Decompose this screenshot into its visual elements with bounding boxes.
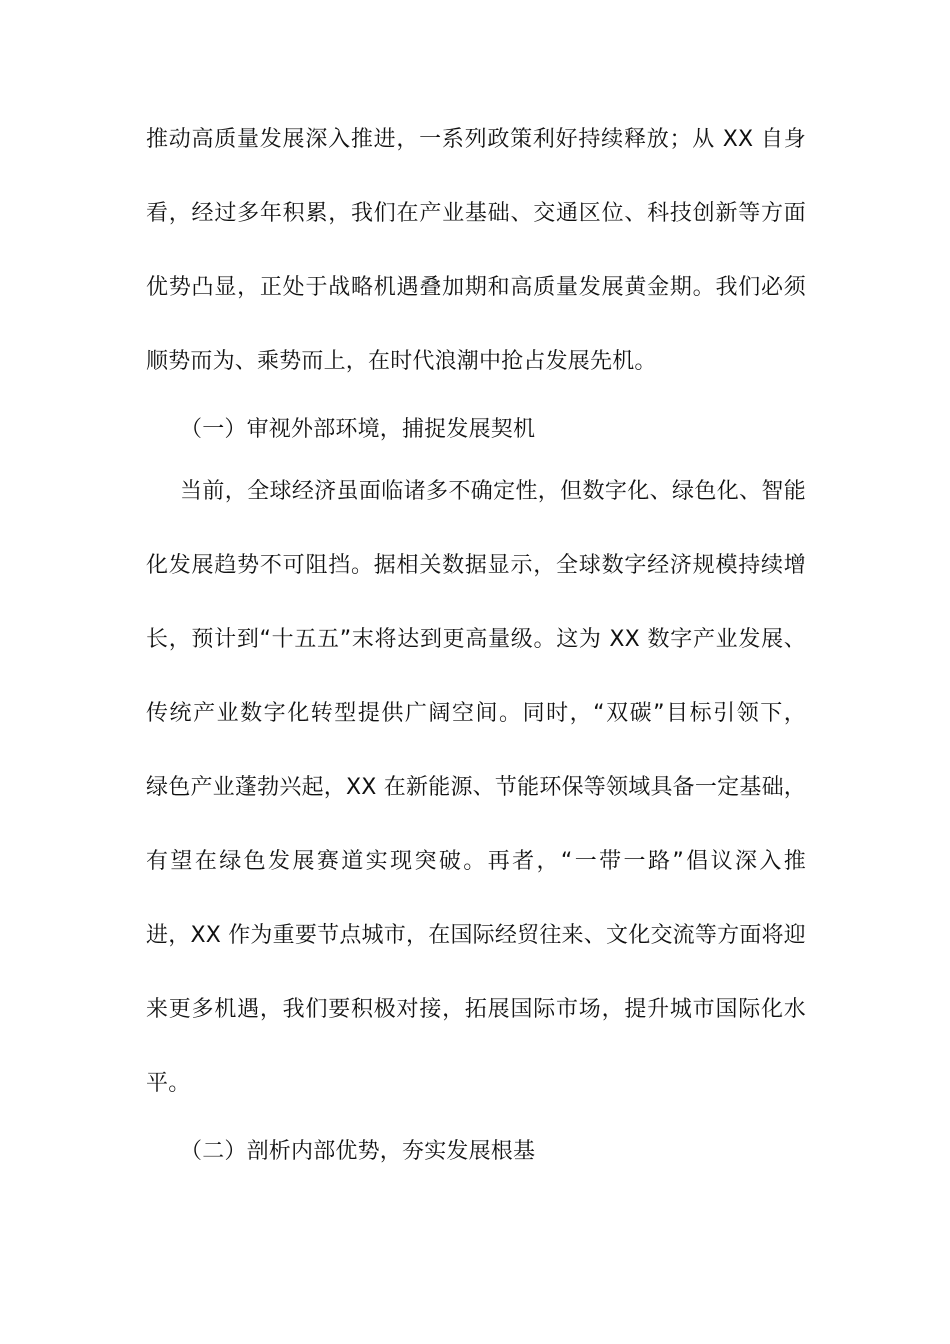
section-heading-1: （一）审视外部环境，捕捉发展契机 xyxy=(180,417,536,442)
paragraph-line-8: 传统产业数字化转型提供广阔空间。同时，“双碳”目标引领下， xyxy=(146,701,806,726)
paragraph-line-12: 来更多机遇，我们要积极对接，拓展国际市场，提升城市国际化水 xyxy=(146,997,806,1022)
paragraph-line-7: 长，预计到“十五五”末将达到更高量级。这为 XX 数字产业发展、 xyxy=(146,627,806,652)
section-heading-2: （二）剖析内部优势，夯实发展根基 xyxy=(180,1139,536,1164)
paragraph-line-5: 当前，全球经济虽面临诸多不确定性，但数字化、绿色化、智能 xyxy=(180,479,806,504)
paragraph-line-9: 绿色产业蓬勃兴起，XX 在新能源、节能环保等领域具备一定基础， xyxy=(146,775,806,800)
paragraph-line-4: 顺势而为、乘势而上，在时代浪潮中抢占发展先机。 xyxy=(146,349,657,374)
paragraph-line-1: 推动高质量发展深入推进，一系列政策利好持续释放；从 XX 自身 xyxy=(146,127,806,152)
paragraph-line-6: 化发展趋势不可阻挡。据相关数据显示，全球数字经济规模持续增 xyxy=(146,553,806,578)
paragraph-line-13: 平。 xyxy=(146,1071,191,1096)
paragraph-line-11: 进，XX 作为重要节点城市，在国际经贸往来、文化交流等方面将迎 xyxy=(146,923,806,948)
paragraph-line-3: 优势凸显，正处于战略机遇叠加期和高质量发展黄金期。我们必须 xyxy=(146,275,806,300)
paragraph-line-10: 有望在绿色发展赛道实现突破。再者，“一带一路”倡议深入推 xyxy=(146,849,806,874)
paragraph-line-2: 看，经过多年积累，我们在产业基础、交通区位、科技创新等方面 xyxy=(146,201,806,226)
